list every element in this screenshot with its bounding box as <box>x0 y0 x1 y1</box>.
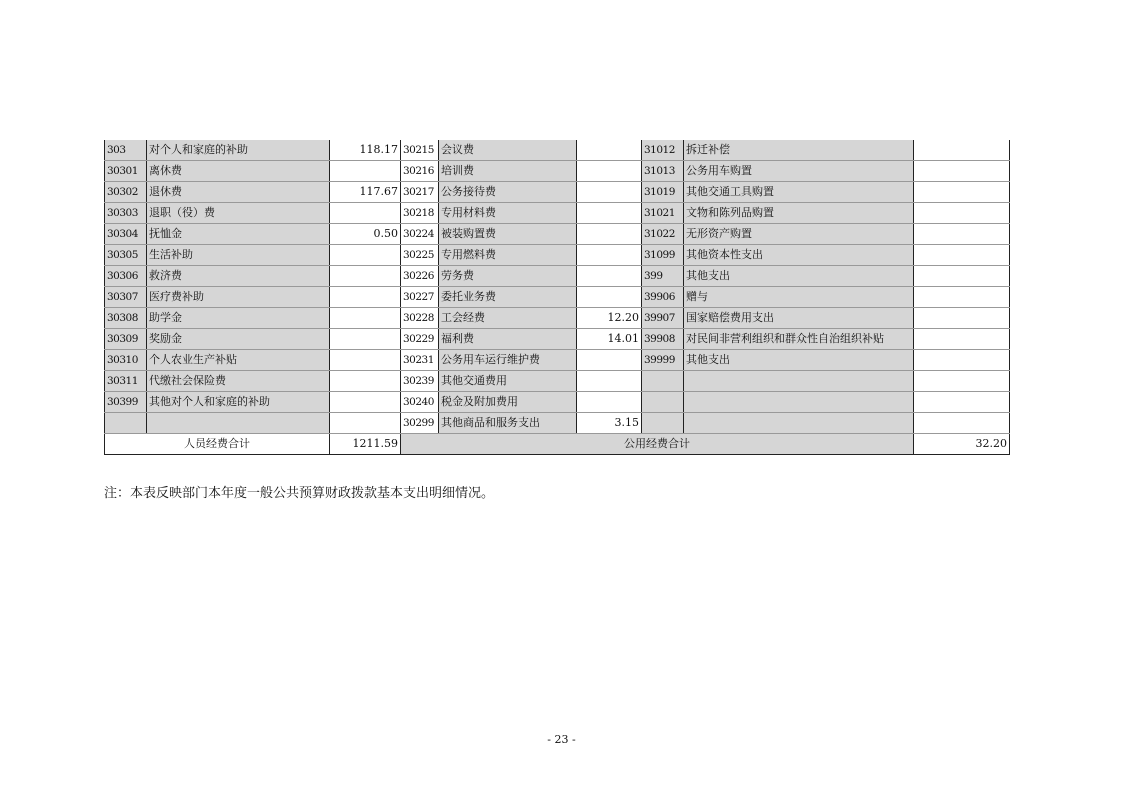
amount-cell <box>330 266 401 287</box>
economic-code-cell: 30229 <box>401 329 439 350</box>
amount-cell <box>914 371 1010 392</box>
item-name-cell: 专用燃料费 <box>439 245 577 266</box>
item-name-cell <box>147 413 330 434</box>
amount-cell <box>330 329 401 350</box>
economic-code-cell: 30302 <box>105 182 147 203</box>
amount-cell <box>577 245 642 266</box>
table-note: 注：本表反映部门本年度一般公共预算财政拨款基本支出明细情况。 <box>104 486 495 501</box>
amount-cell <box>914 392 1010 413</box>
item-name-cell: 公务接待费 <box>439 182 577 203</box>
economic-code-cell: 31099 <box>642 245 684 266</box>
economic-code-cell: 30215 <box>401 140 439 161</box>
economic-code-cell: 30305 <box>105 245 147 266</box>
item-name-cell: 个人农业生产补贴 <box>147 350 330 371</box>
economic-code-cell: 30303 <box>105 203 147 224</box>
table-row <box>105 245 1010 266</box>
economic-code-cell: 30307 <box>105 287 147 308</box>
economic-code-cell: 30217 <box>401 182 439 203</box>
amount-cell <box>330 245 401 266</box>
item-name-cell: 培训费 <box>439 161 577 182</box>
item-name-cell: 工会经费 <box>439 308 577 329</box>
economic-code-cell: 39907 <box>642 308 684 329</box>
item-name-cell: 抚恤金 <box>147 224 330 245</box>
page-number: - 23 - <box>547 733 576 746</box>
amount-cell <box>914 140 1010 161</box>
item-name-cell: 文物和陈列品购置 <box>684 203 914 224</box>
amount-cell <box>577 287 642 308</box>
item-name-cell: 被装购置费 <box>439 224 577 245</box>
amount-cell <box>577 224 642 245</box>
item-name-cell: 对民间非营利组织和群众性自治组织补贴 <box>684 329 914 350</box>
item-name-cell: 奖励金 <box>147 329 330 350</box>
amount-cell <box>914 413 1010 434</box>
item-name-cell: 其他对个人和家庭的补助 <box>147 392 330 413</box>
personnel-total-label: 人员经费合计 <box>105 434 330 455</box>
economic-code-cell <box>642 392 684 413</box>
amount-cell: 117.67 <box>330 182 401 203</box>
item-name-cell: 其他交通工具购置 <box>684 182 914 203</box>
economic-code-cell: 39908 <box>642 329 684 350</box>
amount-cell: 14.01 <box>577 329 642 350</box>
economic-code-cell: 39906 <box>642 287 684 308</box>
economic-code-cell: 30299 <box>401 413 439 434</box>
amount-cell <box>577 203 642 224</box>
public-total-value: 32.20 <box>914 434 1010 455</box>
public-total-label: 公用经费合计 <box>401 434 914 455</box>
item-name-cell: 其他商品和服务支出 <box>439 413 577 434</box>
table-row <box>105 161 1010 182</box>
amount-cell <box>914 287 1010 308</box>
economic-code-cell: 30301 <box>105 161 147 182</box>
economic-code-cell <box>105 413 147 434</box>
item-name-cell: 其他交通费用 <box>439 371 577 392</box>
item-name-cell: 专用材料费 <box>439 203 577 224</box>
table-row <box>105 329 1010 350</box>
item-name-cell <box>684 371 914 392</box>
economic-code-cell <box>642 413 684 434</box>
item-name-cell: 其他支出 <box>684 266 914 287</box>
item-name-cell: 离休费 <box>147 161 330 182</box>
item-name-cell <box>684 392 914 413</box>
personnel-total-value: 1211.59 <box>330 434 401 455</box>
amount-cell <box>577 161 642 182</box>
economic-code-cell: 30304 <box>105 224 147 245</box>
amount-cell <box>330 308 401 329</box>
economic-code-cell: 30240 <box>401 392 439 413</box>
economic-code-cell: 30311 <box>105 371 147 392</box>
item-name-cell: 救济费 <box>147 266 330 287</box>
amount-cell <box>577 392 642 413</box>
item-name-cell: 对个人和家庭的补助 <box>147 140 330 161</box>
economic-code-cell: 30218 <box>401 203 439 224</box>
amount-cell <box>577 140 642 161</box>
item-name-cell: 公务用车运行维护费 <box>439 350 577 371</box>
amount-cell <box>330 413 401 434</box>
economic-code-cell: 31019 <box>642 182 684 203</box>
table-row <box>105 203 1010 224</box>
amount-cell <box>914 308 1010 329</box>
economic-code-cell: 30226 <box>401 266 439 287</box>
amount-cell <box>914 350 1010 371</box>
table-row <box>105 308 1010 329</box>
economic-code-cell: 30216 <box>401 161 439 182</box>
amount-cell: 12.20 <box>577 308 642 329</box>
economic-code-cell: 30225 <box>401 245 439 266</box>
amount-cell <box>914 266 1010 287</box>
economic-code-cell: 30231 <box>401 350 439 371</box>
amount-cell <box>914 182 1010 203</box>
item-name-cell <box>684 413 914 434</box>
economic-code-cell: 30239 <box>401 371 439 392</box>
table-row <box>105 413 1010 434</box>
economic-code-cell: 30306 <box>105 266 147 287</box>
amount-cell <box>330 392 401 413</box>
table-row <box>105 371 1010 392</box>
item-name-cell: 无形资产购置 <box>684 224 914 245</box>
amount-cell <box>577 371 642 392</box>
amount-cell <box>577 350 642 371</box>
table-row <box>105 266 1010 287</box>
item-name-cell: 福利费 <box>439 329 577 350</box>
amount-cell <box>914 224 1010 245</box>
amount-cell <box>330 287 401 308</box>
table-row <box>105 350 1010 371</box>
economic-code-cell: 31021 <box>642 203 684 224</box>
economic-code-cell: 31013 <box>642 161 684 182</box>
amount-cell <box>914 245 1010 266</box>
economic-code-cell: 30308 <box>105 308 147 329</box>
economic-code-cell: 31012 <box>642 140 684 161</box>
totals-row <box>105 434 1010 455</box>
economic-code-cell: 303 <box>105 140 147 161</box>
item-name-cell: 会议费 <box>439 140 577 161</box>
economic-code-cell <box>642 371 684 392</box>
item-name-cell: 退休费 <box>147 182 330 203</box>
item-name-cell: 生活补助 <box>147 245 330 266</box>
item-name-cell: 医疗费补助 <box>147 287 330 308</box>
economic-code-cell: 30228 <box>401 308 439 329</box>
economic-code-cell: 39999 <box>642 350 684 371</box>
economic-code-cell: 30227 <box>401 287 439 308</box>
amount-cell <box>330 371 401 392</box>
amount-cell: 118.17 <box>330 140 401 161</box>
table-row <box>105 392 1010 413</box>
table-row <box>105 287 1010 308</box>
economic-code-cell: 31022 <box>642 224 684 245</box>
amount-cell <box>330 350 401 371</box>
economic-code-cell: 30309 <box>105 329 147 350</box>
item-name-cell: 税金及附加费用 <box>439 392 577 413</box>
item-name-cell: 赠与 <box>684 287 914 308</box>
amount-cell: 0.50 <box>330 224 401 245</box>
item-name-cell: 退职（役）费 <box>147 203 330 224</box>
amount-cell <box>330 161 401 182</box>
amount-cell <box>914 161 1010 182</box>
item-name-cell: 其他资本性支出 <box>684 245 914 266</box>
amount-cell: 3.15 <box>577 413 642 434</box>
amount-cell <box>577 266 642 287</box>
amount-cell <box>914 329 1010 350</box>
economic-code-cell: 399 <box>642 266 684 287</box>
item-name-cell: 助学金 <box>147 308 330 329</box>
item-name-cell: 拆迁补偿 <box>684 140 914 161</box>
table-row <box>105 182 1010 203</box>
item-name-cell: 国家赔偿费用支出 <box>684 308 914 329</box>
table-row <box>105 224 1010 245</box>
item-name-cell: 其他支出 <box>684 350 914 371</box>
amount-cell <box>577 182 642 203</box>
economic-code-cell: 30224 <box>401 224 439 245</box>
item-name-cell: 劳务费 <box>439 266 577 287</box>
amount-cell <box>914 203 1010 224</box>
budget-table <box>104 140 1010 455</box>
table-body <box>105 140 1010 434</box>
economic-code-cell: 30399 <box>105 392 147 413</box>
item-name-cell: 委托业务费 <box>439 287 577 308</box>
item-name-cell: 代缴社会保险费 <box>147 371 330 392</box>
economic-code-cell: 30310 <box>105 350 147 371</box>
amount-cell <box>330 203 401 224</box>
table-row <box>105 140 1010 161</box>
item-name-cell: 公务用车购置 <box>684 161 914 182</box>
